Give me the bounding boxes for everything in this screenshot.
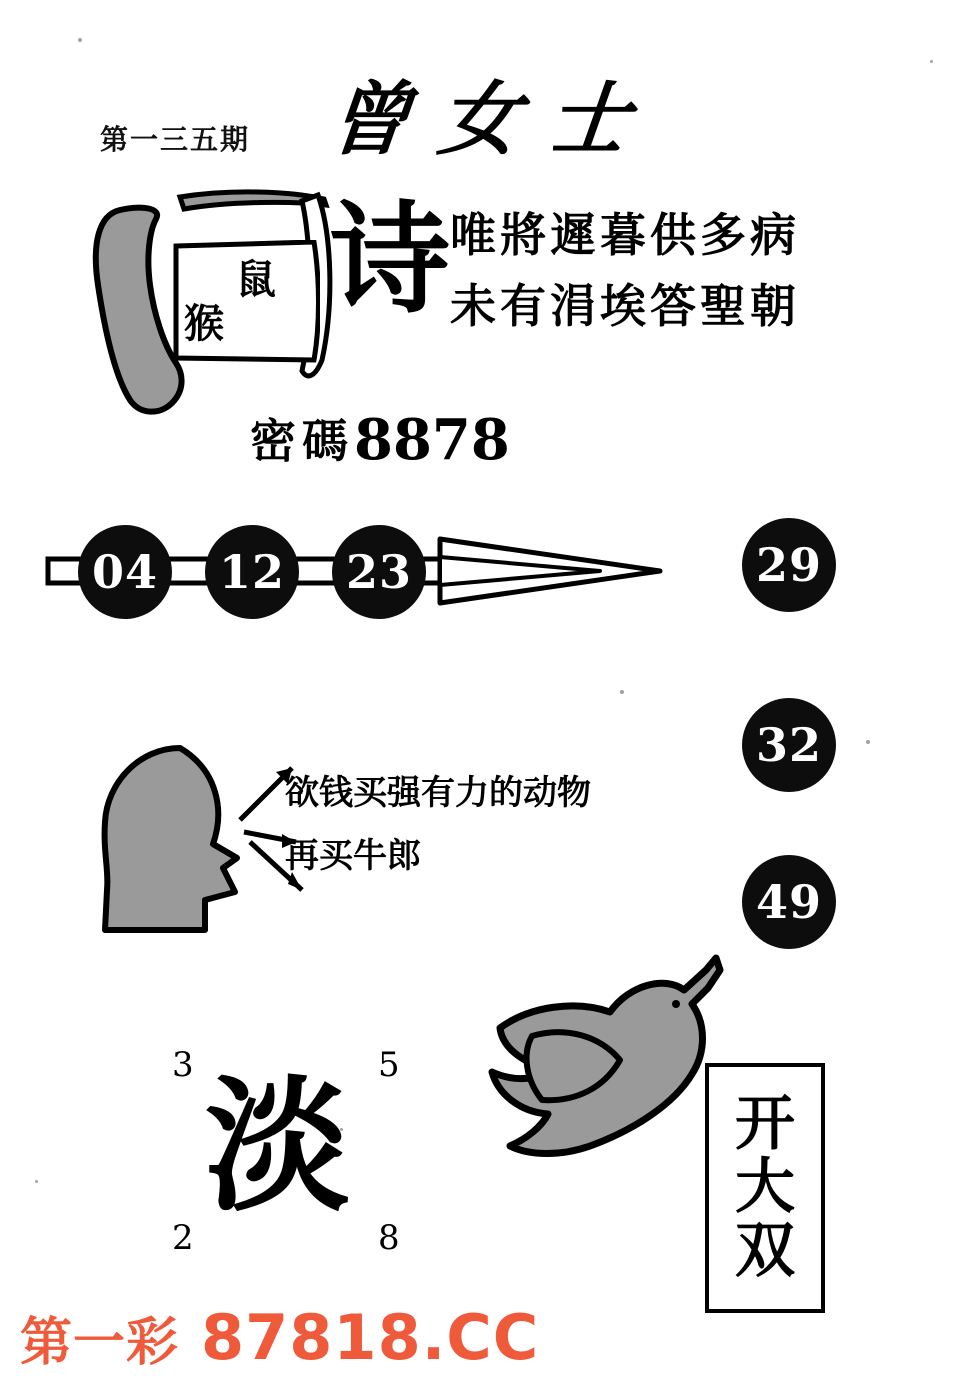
banner-char: 大: [735, 1152, 795, 1223]
corner-digit-top-right: 5: [378, 1045, 400, 1085]
zodiac-char-top: 鼠: [236, 256, 276, 303]
speckle: [930, 60, 933, 63]
poem-heading-char: 诗: [330, 189, 450, 330]
number-ball: 04: [78, 525, 172, 619]
zodiac-box: [170, 240, 320, 365]
banner-char: 开: [735, 1089, 795, 1160]
corner-digit-bottom-left: 2: [172, 1218, 194, 1258]
corner-digit-bottom-right: 8: [378, 1218, 400, 1258]
speckle: [620, 690, 624, 694]
banner: [705, 1063, 825, 1313]
banner-char: 双: [735, 1215, 795, 1286]
page-title: 曾女士: [324, 72, 665, 166]
issue-label: 第一三五期: [100, 123, 251, 156]
zodiac-char-bottom: 猴: [184, 300, 224, 347]
tip-line-2: 再买牛郎: [285, 836, 421, 876]
password-value: 8878: [354, 407, 510, 473]
number-ball: 23: [332, 525, 426, 619]
tip-line-1: 欲钱买强有力的动物: [285, 773, 591, 813]
password-row: [250, 405, 510, 473]
footer-brand: 第一彩: [20, 1313, 180, 1373]
footer-site-url: 87818.CC: [201, 1301, 540, 1374]
footer: [20, 1300, 539, 1375]
number-ball: 49: [742, 855, 836, 949]
speckle: [35, 1180, 38, 1183]
password-label: 密碼: [250, 414, 354, 468]
poem-line-2: 未有涓埃答聖朝: [450, 279, 800, 334]
speckle: [78, 38, 82, 42]
big-character: 淡: [205, 1062, 350, 1232]
number-ball: 12: [205, 525, 299, 619]
poem-lines: [450, 200, 900, 343]
corner-digit-top-left: 3: [172, 1045, 194, 1085]
number-ball: 29: [742, 518, 836, 612]
speckle: [866, 740, 870, 744]
poem-line-1: 唯將遲暮供多病: [450, 208, 800, 262]
number-ball: 32: [742, 698, 836, 792]
